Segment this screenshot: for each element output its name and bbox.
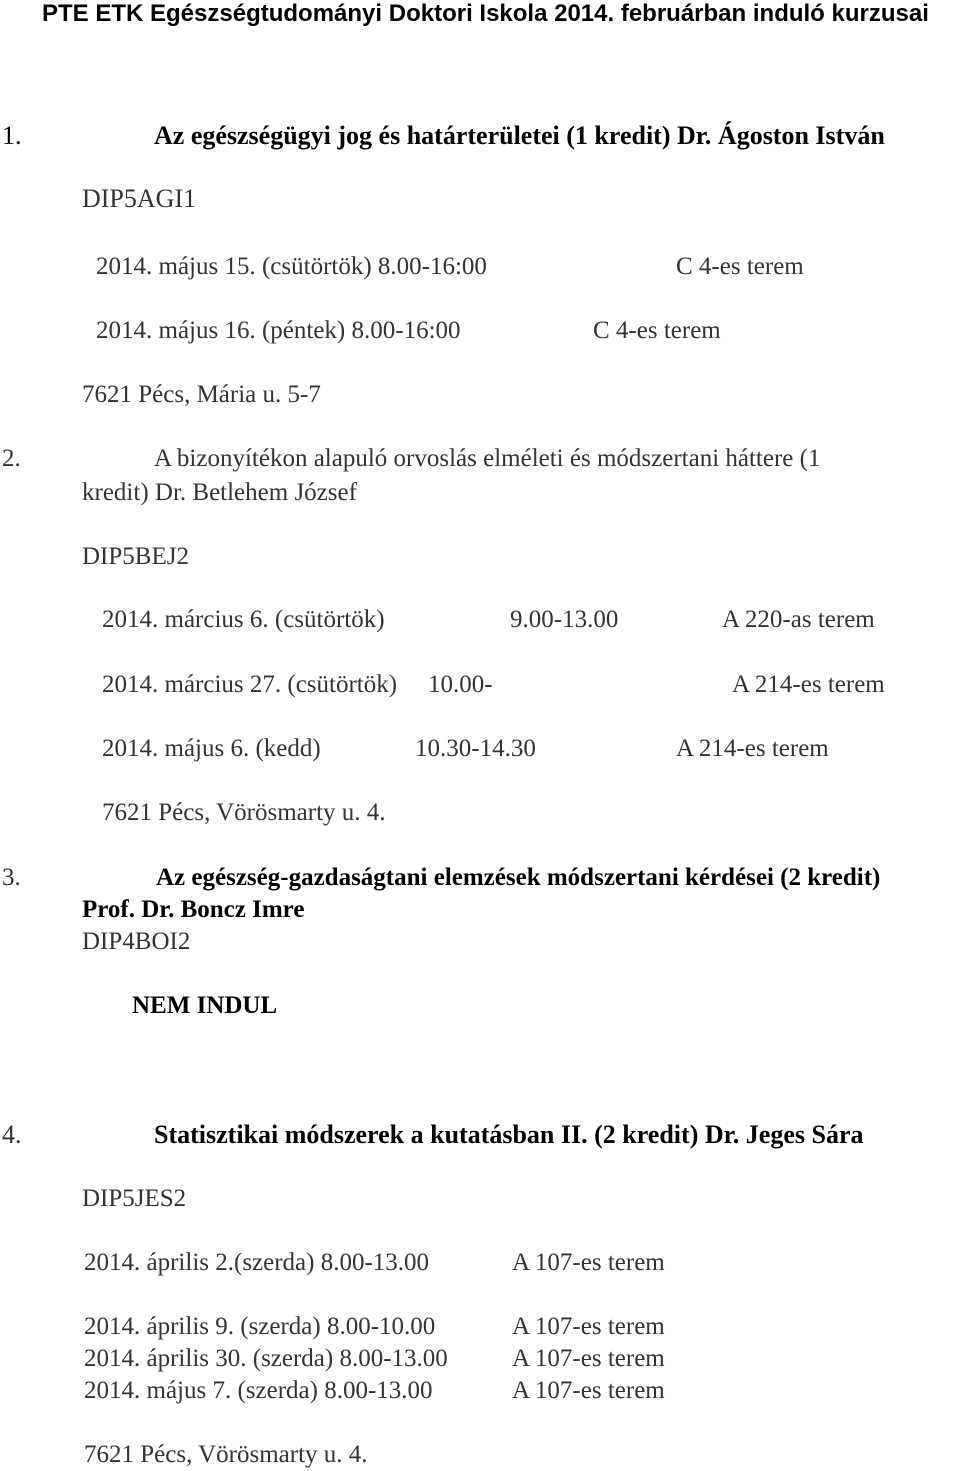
course-1-code: DIP5AGI1 xyxy=(82,184,197,213)
course-2-session-2-time: 10.00- xyxy=(428,671,493,698)
course-1-session-2-date: 2014. május 16. (péntek) 8.00-16:00 xyxy=(96,317,461,344)
course-4-code: DIP5JES2 xyxy=(82,1185,187,1212)
course-4-session-3-room: A 107-es terem xyxy=(512,1345,665,1372)
course-2-session-3-time: 10.30-14.30 xyxy=(415,735,536,762)
course-2-session-2-room: A 214-es terem xyxy=(732,671,885,698)
page-title: PTE ETK Egészségtudományi Doktori Iskola 2014. februárban induló kurzusai xyxy=(42,0,929,27)
course-2-code: DIP5BEJ2 xyxy=(82,543,189,570)
course-1-session-2-room: C 4-es terem xyxy=(593,317,721,344)
course-3-title-line-2: Prof. Dr. Boncz Imre xyxy=(82,896,305,923)
course-2-session-2-date: 2014. március 27. (csütörtök) xyxy=(102,671,398,698)
course-2-session-3-room: A 214-es terem xyxy=(676,735,829,762)
course-1-session-1-room: C 4-es terem xyxy=(676,253,804,280)
course-3-status: NEM INDUL xyxy=(132,992,278,1019)
course-4-number: 4. xyxy=(2,1120,22,1149)
course-2-session-1-time: 9.00-13.00 xyxy=(510,606,619,633)
course-4-session-1-date: 2014. április 2.(szerda) 8.00-13.00 xyxy=(84,1249,430,1276)
course-1-address: 7621 Pécs, Mária u. 5-7 xyxy=(82,381,321,408)
course-4-session-2-date: 2014. április 9. (szerda) 8.00-10.00 xyxy=(84,1313,436,1340)
course-4-session-2-room: A 107-es terem xyxy=(512,1313,665,1340)
course-2-session-3-date: 2014. május 6. (kedd) xyxy=(102,735,321,762)
course-2-address: 7621 Pécs, Vörösmarty u. 4. xyxy=(102,799,386,826)
course-3-title-line-1: Az egészség-gazdaságtani elemzések módszertani kérdései (2 kredit) xyxy=(156,864,881,891)
course-4-session-3-date: 2014. április 30. (szerda) 8.00-13.00 xyxy=(84,1345,448,1372)
course-2-number: 2. xyxy=(2,445,21,472)
course-2-title-line-2: kredit) Dr. Betlehem József xyxy=(82,479,357,506)
course-4-session-4-room: A 107-es terem xyxy=(512,1377,665,1404)
course-2-session-1-date: 2014. március 6. (csütörtök) xyxy=(102,606,385,633)
course-4-session-1-room: A 107-es terem xyxy=(512,1249,665,1276)
course-1-number: 1. xyxy=(2,121,22,150)
course-4-session-4-date: 2014. május 7. (szerda) 8.00-13.00 xyxy=(84,1377,433,1404)
course-3-code: DIP4BOI2 xyxy=(82,928,191,955)
course-1-session-1-date: 2014. május 15. (csütörtök) 8.00-16:00 xyxy=(96,253,487,280)
course-4-title: Statisztikai módszerek a kutatásban II. (2 kredit) Dr. Jeges Sára xyxy=(154,1120,864,1149)
course-1-title: Az egészségügyi jog és határterületei (1 kredit) Dr. Ágoston István xyxy=(154,121,885,150)
course-4-address: 7621 Pécs, Vörösmarty u. 4. xyxy=(84,1441,368,1468)
course-3-number: 3. xyxy=(2,864,21,891)
course-2-session-1-room: A 220-as terem xyxy=(722,606,875,633)
course-2-title-line-1: A bizonyítékon alapuló orvoslás elméleti és módszertani háttere (1 xyxy=(154,445,821,472)
